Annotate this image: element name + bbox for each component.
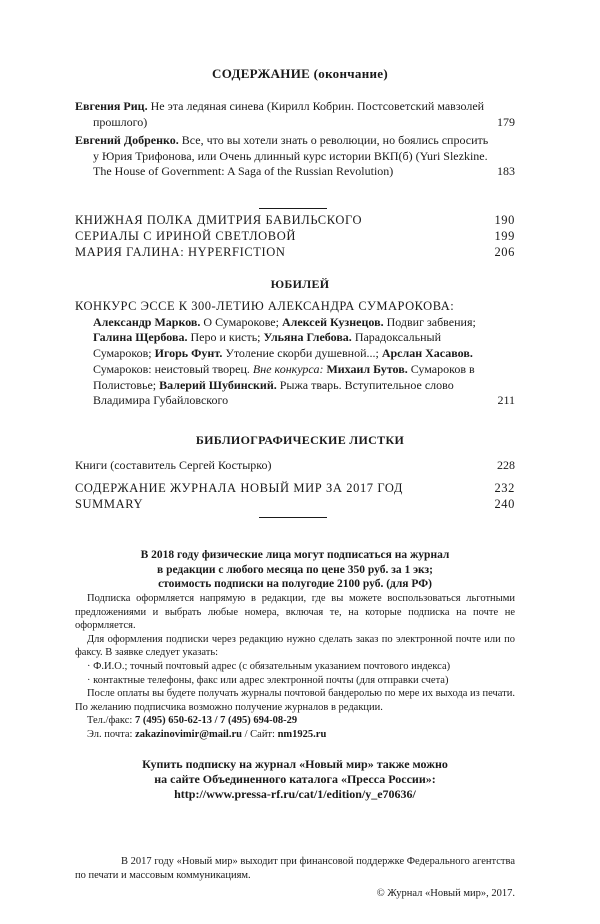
buy-line: Купить подписку на журнал «Новый мир» также можно xyxy=(142,757,448,771)
subscription-bullet: · контактные телефоны, факс или адрес электронной почты (для отправки счета) xyxy=(87,674,449,686)
section-galina xyxy=(75,244,515,260)
biblio-summary xyxy=(75,496,515,512)
section-svetlova xyxy=(75,228,515,244)
entry-page: 183 xyxy=(497,164,515,178)
section-title: КНИЖНАЯ ПОЛКА ДМИТРИЯ БАВИЛЬСКОГО xyxy=(75,213,363,227)
entry-text: Не эта ледяная синева (Кирилл Кобрин. Постсоветский мавзолей прошлого) xyxy=(93,99,485,129)
section-title: СЕРИАЛЫ С ИРИНОЙ СВЕТЛОВОЙ xyxy=(75,229,296,243)
entry-page: 179 xyxy=(497,114,515,129)
out-of-contest-label: Вне конкурса: xyxy=(252,361,324,376)
contact-email-site xyxy=(75,728,515,742)
contents-entry-dobrenko xyxy=(75,133,515,180)
contest-title: КОНКУРС ЭССЕ К 300-ЛЕТИЮ АЛЕКСАНДРА СУМАРОКОВА: xyxy=(75,299,455,313)
subscription-paragraph: Подписка оформляется напрямую в редакции, где вы можете воспользоваться льготными предложениями и выбрать любые номера, включая те, на которые подписка на почте не оформляется. xyxy=(75,593,515,632)
subscription-paragraph: Для оформления подписки через редакцию нужно сделать заказ по электронной почте или по факсу. В заявке следует указать: xyxy=(75,633,515,659)
site-label: / Сайт: xyxy=(241,728,278,740)
contest-text: О Сумарокове; xyxy=(200,314,282,329)
phone-label: Тел./факс: xyxy=(87,715,135,727)
subscription-body xyxy=(75,592,515,742)
copyright: © Журнал «Новый мир», 2017. xyxy=(376,888,515,899)
journal-page: 232 xyxy=(494,481,515,495)
support-note: В 2017 году «Новый мир» выходит при финансовой поддержке Федерального агентства по печати и массовым коммуникациям. xyxy=(75,856,515,881)
subscription-heading-line: В 2018 году физические лица могут подписаться на журнал xyxy=(140,549,450,561)
entry-text: Все, что вы хотели знать о революции, но боялись спросить у Юрия Трифонова, или Очень длинный курс истории ВКП(б) (Yuri Slezkine. The House of Government: A Saga of the Russian Revolution) xyxy=(93,133,489,178)
subscription-heading xyxy=(75,548,515,592)
books-text: Книги (составитель Сергей Костырко) xyxy=(75,458,272,472)
contest-author: Алексей Кузнецов. xyxy=(281,314,384,329)
contest-text: Сумароков: неистовый творец. xyxy=(93,361,253,376)
contest-text: Перо и кисть; xyxy=(187,330,264,345)
email-label: Эл. почта: xyxy=(87,728,136,740)
divider xyxy=(259,208,327,209)
contact-phone xyxy=(75,714,515,728)
subscription-heading-line: в редакции с любого месяца по цене 350 руб. за 1 экз; xyxy=(157,563,433,576)
books-page: 228 xyxy=(497,458,515,472)
contest-text: Парадоксальный Сумароков; xyxy=(93,330,442,361)
contest-text: Рыжа тварь. Вступительное слово Владимира Губайловского xyxy=(93,377,454,408)
biblio-journal xyxy=(75,480,515,496)
contest-text: Подвиг забвения; xyxy=(383,314,476,329)
contest-text: Утоление скорби душевной...; xyxy=(222,346,382,361)
contents-title: СОДЕРЖАНИЕ (окончание) xyxy=(212,66,388,81)
section-page: 199 xyxy=(494,229,515,243)
contest-author: Александр Марков. xyxy=(93,314,201,329)
contest-author: Игорь Фунт. xyxy=(154,346,223,361)
site-link[interactable]: nm1925.ru xyxy=(277,728,327,740)
jubilee-contest xyxy=(75,299,515,409)
subscription-heading-line: стоимость подписки на полугодие 2100 руб. (для РФ) xyxy=(158,578,432,590)
contents-entry-ric xyxy=(75,99,515,130)
section-title: МАРИЯ ГАЛИНА: HYPERFICTION xyxy=(75,245,286,259)
contest-author: Ульяна Глебова. xyxy=(263,330,352,345)
contest-page: 211 xyxy=(497,393,515,408)
biblio-title: БИБЛИОГРАФИЧЕСКИЕ ЛИСТКИ xyxy=(195,433,405,447)
subscription-paragraph: После оплаты вы будете получать журналы почтовой бандеролью по мере их выхода из печати. По желанию подписчика возможно получение журналов в редакции. xyxy=(75,688,515,713)
entry-author: Евгения Риц. xyxy=(75,99,148,113)
contest-author: Михаил Бутов. xyxy=(326,361,408,376)
contest-author: Валерий Шубинский. xyxy=(159,377,277,392)
journal-text: СОДЕРЖАНИЕ ЖУРНАЛА НОВЫЙ МИР ЗА 2017 ГОД xyxy=(75,481,404,495)
buy-url-link[interactable]: http://www.pressa-rf.ru/cat/1/edition/y_e70636/ xyxy=(174,787,416,801)
buy-line: на сайте Объединенного каталога «Пресса России»: xyxy=(154,772,436,786)
entry-author: Евгений Добренко. xyxy=(75,133,179,147)
section-bavilsky xyxy=(75,212,515,228)
divider xyxy=(259,517,327,518)
summary-text: SUMMARY xyxy=(75,497,144,511)
jubilee-title: ЮБИЛЕЙ xyxy=(270,277,330,291)
subscription-bullet: · Ф.И.О.; точный почтовый адрес (с обязательным указанием почтового индекса) xyxy=(87,660,451,672)
contest-author: Галина Щербова. xyxy=(93,330,188,345)
biblio-books xyxy=(75,458,515,474)
phone-number: 7 (495) 650-62-13 / 7 (495) 694-08-29 xyxy=(134,715,298,727)
section-page: 206 xyxy=(494,245,515,259)
section-page: 190 xyxy=(494,213,515,227)
buy-subscription xyxy=(75,757,515,802)
contest-author: Арслан Хасавов. xyxy=(381,346,473,361)
contest-text: Сумароков в Полистовье; xyxy=(93,361,475,392)
email-link[interactable]: zakazinovimir@mail.ru xyxy=(135,728,242,740)
summary-page: 240 xyxy=(494,497,515,511)
